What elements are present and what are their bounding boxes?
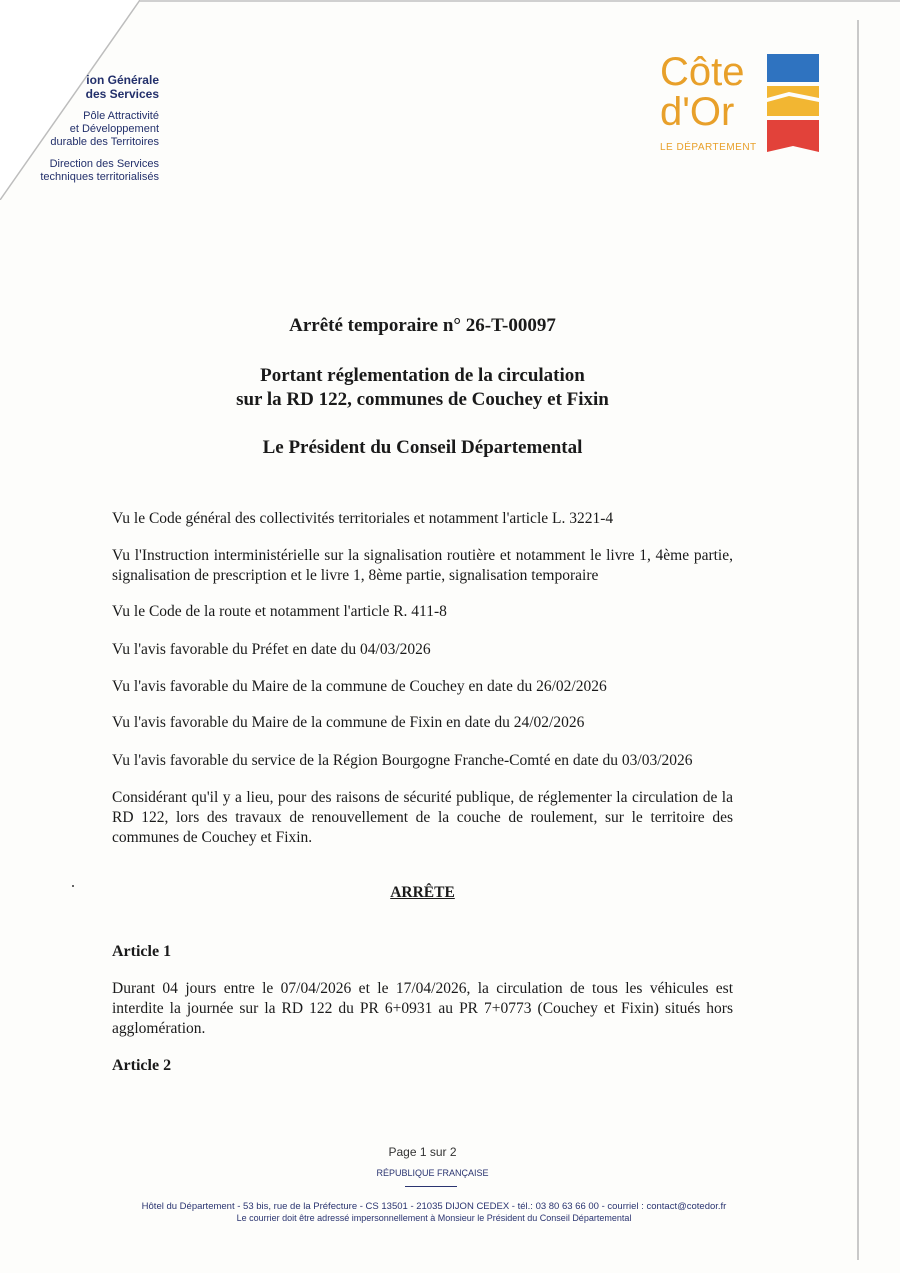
- page-top-edge: [140, 0, 900, 2]
- article-1-title: Article 1: [112, 943, 172, 960]
- republique-label: RÉPUBLIQUE FRANÇAISE: [376, 1168, 489, 1178]
- footer-note: Le courrier doit être adressé impersonnellement à Monsieur le Président du Conseil Départemental: [236, 1213, 632, 1223]
- vu-item: Vu l'avis favorable du Préfet en date du 04/03/2026: [112, 641, 431, 658]
- cote-dor-logo: [655, 50, 825, 160]
- logo-flag-icon: [767, 54, 822, 152]
- arrete-heading: ARRÊTE: [390, 884, 455, 901]
- considerant-paragraph: Considérant qu'il y a lieu, pour des raisons de sécurité publique, de réglementer la circulation de la RD 122, lors des travaux de renouvellement de la couche de roulement, sur le territoire des communes de Couchey et Fixin.: [112, 789, 733, 846]
- decree-authority: Le Président du Conseil Départemental: [262, 437, 583, 458]
- sender-direction: ion Générale des Services: [85, 73, 159, 101]
- decree-subject: Portant réglementation de la circulation sur la RD 122, communes de Couchey et Fixin: [236, 365, 609, 410]
- page-number: Page 1 sur 2: [388, 1145, 457, 1159]
- vu-item: Vu l'Instruction interministérielle sur la signalisation routière et notamment le livre 1, 4ème partie, signalisation de prescription et le livre 1, 8ème partie, signalisation temporaire: [112, 547, 733, 584]
- article-1-text: Durant 04 jours entre le 07/04/2026 et le 17/04/2026, la circulation de tous les véhicules est interdite la journée sur la RD 122 du PR 6+0931 au PR 7+0773 (Couchey et Fixin) situés hors agglomération.: [112, 980, 733, 1037]
- vu-item: Vu le Code de la route et notamment l'article R. 411-8: [112, 603, 447, 620]
- vu-item: Vu l'avis favorable du Maire de la commune de Couchey en date du 26/02/2026: [112, 678, 607, 695]
- sender-service: Direction des Services techniques territorialisés: [40, 158, 159, 183]
- sender-pole: Pôle Attractivité et Développement durable des Territoires: [50, 110, 159, 148]
- logo-wordmark: Côte d'Or: [660, 50, 745, 134]
- decree-title: Arrêté temporaire n° 26-T-00097: [289, 315, 556, 336]
- page-right-edge: [857, 20, 859, 1260]
- footer-divider: [405, 1186, 457, 1187]
- vu-item: Vu l'avis favorable du service de la Région Bourgogne Franche-Comté en date du 03/03/2026: [112, 752, 693, 769]
- sender-block: [20, 73, 159, 184]
- article-2-title: Article 2: [112, 1057, 172, 1074]
- footer-address: Hôtel du Département - 53 bis, rue de la Préfecture - CS 13501 - 21035 DIJON CEDEX - tél.: 03 80 63 66 00 - courriel : contact@cotedor.fr: [141, 1201, 727, 1212]
- logo-subtitle: LE DÉPARTEMENT: [660, 142, 757, 153]
- vu-item: Vu le Code général des collectivités territoriales et notamment l'article L. 3221-4: [112, 510, 614, 527]
- vu-item: Vu l'avis favorable du Maire de la commune de Fixin en date du 24/02/2026: [112, 714, 585, 731]
